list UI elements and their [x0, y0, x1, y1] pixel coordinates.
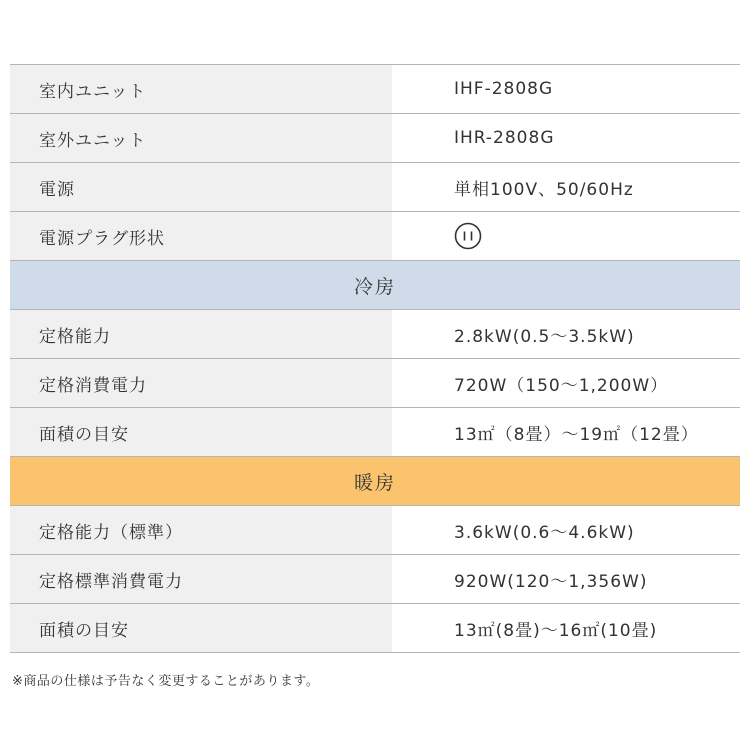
spec-label: 室外ユニット: [10, 114, 392, 162]
spec-row-heating-capacity: [10, 506, 740, 555]
spec-row-outdoor-unit: [10, 114, 740, 163]
spec-label: 面積の目安: [10, 408, 392, 456]
spec-value: 単相100V、50/60Hz: [454, 179, 634, 200]
spec-label: 電源: [10, 163, 392, 211]
spec-value: 3.6kW(0.6～4.6kW): [454, 522, 635, 543]
spec-row-plug-shape: [10, 212, 740, 261]
footnote: ※商品の仕様は予告なく変更することがあります。: [12, 674, 320, 689]
spec-label: 面積の目安: [10, 604, 392, 652]
spec-row-cooling-capacity: [10, 310, 740, 359]
spec-value-plug: [392, 212, 740, 260]
spec-label: 定格標準消費電力: [10, 555, 392, 603]
spec-value: 920W(120～1,356W): [454, 571, 648, 592]
spec-row-cooling-area: [10, 408, 740, 457]
spec-row-heating-area: [10, 604, 740, 653]
section-header-heating: 暖房: [10, 457, 740, 506]
spec-value: 13㎡(8畳)～16㎡(10畳): [454, 620, 658, 641]
spec-label: 定格能力（標準）: [10, 506, 392, 554]
spec-row-indoor-unit: [10, 65, 740, 114]
spec-table: [10, 64, 740, 653]
outlet-plug-icon: [454, 222, 482, 250]
spec-value: IHF-2808G: [454, 79, 554, 99]
spec-value: 2.8kW(0.5～3.5kW): [454, 326, 635, 347]
spec-row-cooling-power: [10, 359, 740, 408]
spec-label: 室内ユニット: [10, 65, 392, 113]
spec-label: 定格能力: [10, 310, 392, 358]
section-header-cooling: 冷房: [10, 261, 740, 310]
spec-value: IHR-2808G: [454, 128, 555, 148]
spec-value: 720W（150～1,200W）: [454, 375, 669, 396]
spec-label: 電源プラグ形状: [10, 212, 392, 260]
spec-value: 13㎡（8畳）～19㎡（12畳）: [454, 424, 699, 445]
spec-label: 定格消費電力: [10, 359, 392, 407]
spec-row-power: [10, 163, 740, 212]
spec-row-heating-power: [10, 555, 740, 604]
